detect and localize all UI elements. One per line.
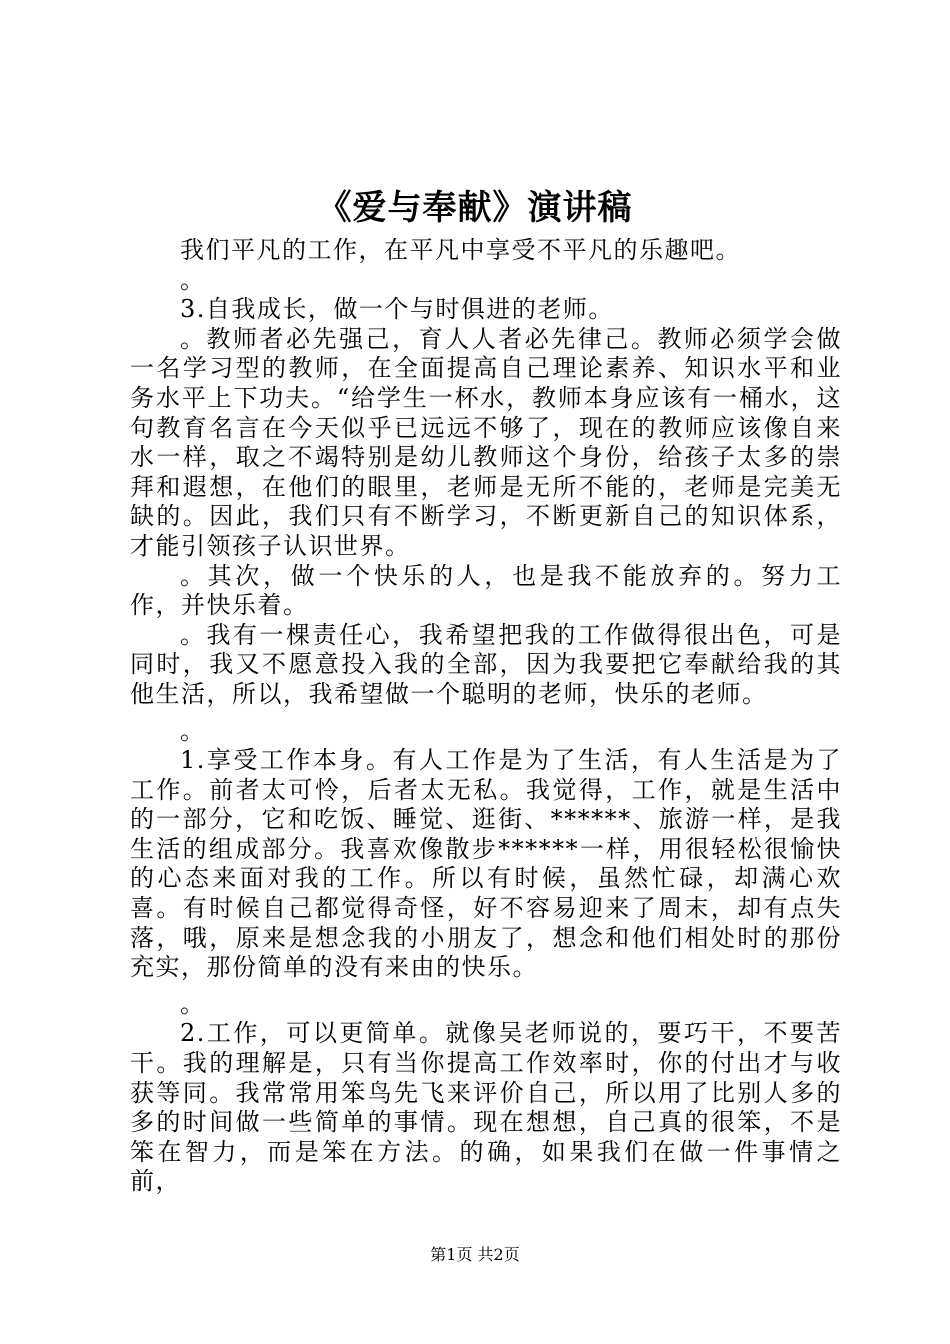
paragraph: 1.享受工作本身。有人工作是为了生活，有人生活是为了工作。前者太可怜，后者太无私。我觉得，工作，就是生活中的一部分，它和吃饭、睡觉、逛街、******、旅游一样，是我生活的组成部分。我喜欢像散步******一样，用很轻松很愉快的心态来面对我的工作。所以有时候，虽然忙碌，却满心欢喜。有时候自己都觉得奇怪，好不容易迎来了周末，却有点失落，哦，原来是想念我的小朋友了，想念和他们相处时的那份充实，那份简单的没有来由的快乐。 bbox=[130, 746, 842, 982]
paragraph: 2.工作，可以更简单。就像吴老师说的，要巧干，不要苦干。我的理解是，只有当你提高工作效率时，你的付出才与收获等同。我常常用笨鸟先飞来评价自己，所以用了比别人多的多的时间做一些简单的事情。现在想想，自己真的很笨，不是笨在智力，而是笨在方法。的确，如果我们在做一件事情之前， bbox=[130, 1019, 842, 1196]
paragraph: 我们平凡的工作，在平凡中享受不平凡的乐趣吧。 bbox=[180, 236, 741, 264]
document-title: 《爱与奉献》演讲稿 bbox=[317, 188, 633, 228]
paragraph: 。 bbox=[180, 716, 206, 745]
paragraph: 。教师者必先强己，育人人者必先律己。教师必须学会做一名学习型的教师，在全面提高自己理论素养、知识水平和业务水平上下功夫。“给学生一杯水，教师本身应该有一桶水，这句教育名言在今天似乎已远远不够了，现在的教师应该像自来水一样，取之不竭特别是幼儿教师这个身份，给孩子太多的崇拜和遐想，在他们的眼里，老师是无所不能的，老师是完美无缺的。因此，我们只有不断学习，不断更新自己的知识体系，才能引领孩子认识世界。 bbox=[130, 324, 842, 560]
paragraph: 3.自我成长，做一个与时俱进的老师。 bbox=[180, 295, 614, 324]
document-body bbox=[130, 236, 842, 1197]
page-footer: 第1页 共2页 bbox=[430, 1245, 520, 1264]
paragraph: 。 bbox=[180, 265, 206, 294]
paragraph: 。其次，做一个快乐的人，也是我不能放弃的。努力工作，并快乐着。 bbox=[130, 561, 842, 620]
paragraph: 。 bbox=[180, 989, 206, 1018]
paragraph: 。我有一棵责任心，我希望把我的工作做得很出色，可是同时，我又不愿意投入我的全部，因为我要把它奉献给我的其他生活，所以，我希望做一个聪明的老师，快乐的老师。 bbox=[130, 620, 842, 708]
